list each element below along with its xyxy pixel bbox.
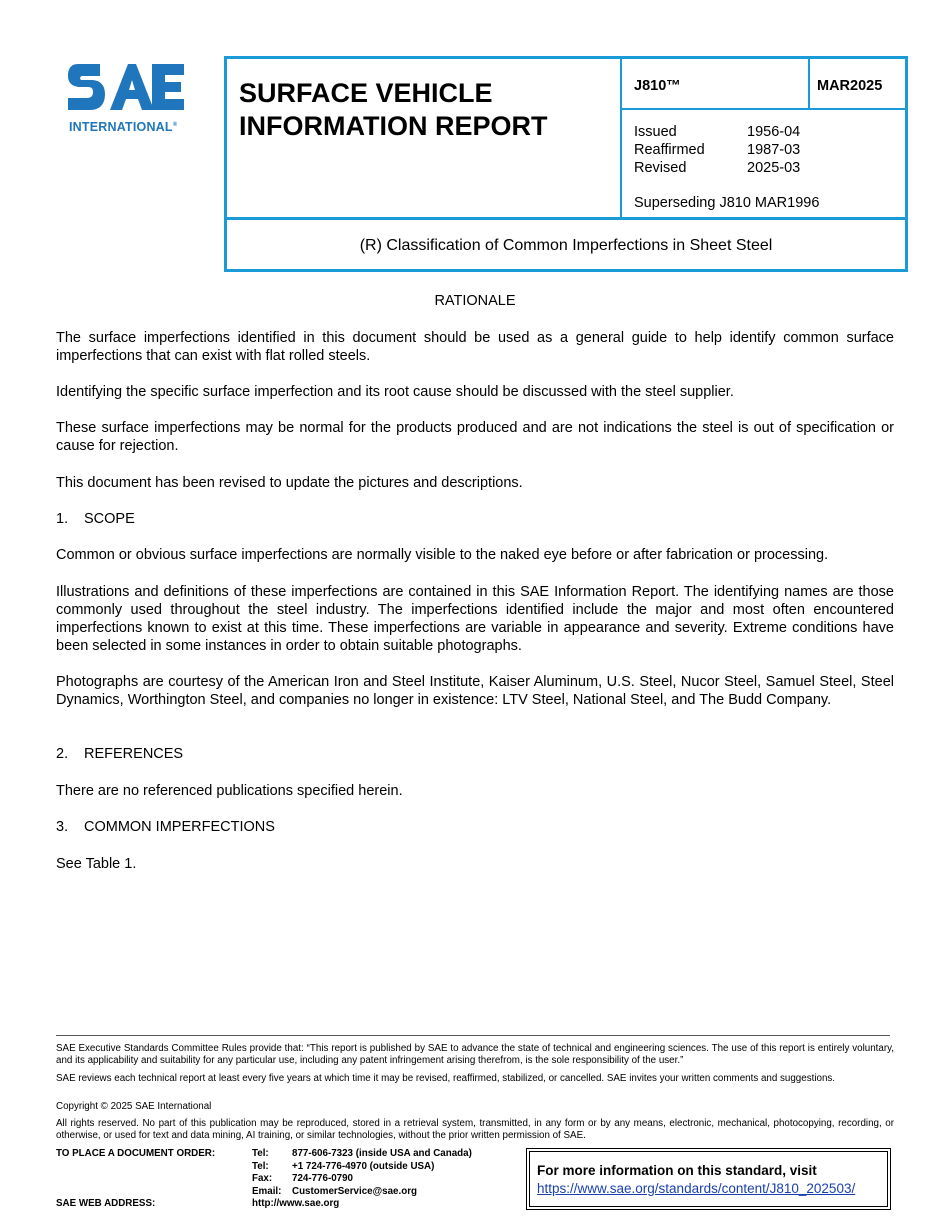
header-divider-vertical <box>620 59 622 219</box>
section-heading-scope: 1. SCOPE <box>56 511 135 527</box>
sae-logo <box>66 58 192 138</box>
section-heading-imperfections: 3. COMMON IMPERFECTIONS <box>56 819 275 835</box>
contact-values <box>292 1148 472 1198</box>
header-divider-title <box>227 217 905 220</box>
standard-link[interactable]: https://www.sae.org/standards/content/J810_202503/ <box>537 1181 856 1196</box>
footer-divider <box>56 1035 890 1036</box>
history-row-reaffirmed: Reaffirmed 1987-03 <box>634 142 801 158</box>
document-date: MAR2025 <box>817 78 883 94</box>
footer-rights-text: All rights reserved. No part of this publication may be reproduced, stored in a retrieval system, transmitted, in any form or by any means, electronic, mechanical, photocopying, recording, or otherwise, or used for text and data mining, AI training, or similar technologies, without the prior written permission of SAE. <box>56 1118 894 1141</box>
header-divider-number <box>621 108 905 110</box>
scope-paragraph-3: Photographs are courtesy of the American Iron and Steel Institute, Kaiser Aluminum, U.S. Steel, Nucor Steel, Samuel Steel, Steel Dynamics, Worthington Steel, and companies no longer in existence: LTV Steel, National Steel, and The Budd Company. <box>56 674 894 708</box>
scope-paragraph-1: Common or obvious surface imperfections are normally visible to the naked eye before or after fabrication or processing. <box>56 547 829 563</box>
history-row-revised: Revised 2025-03 <box>634 160 801 176</box>
web-address-link[interactable]: http://www.sae.org <box>252 1198 340 1209</box>
superseding-note: Superseding J810 MAR1996 <box>634 195 820 211</box>
rationale-paragraph-2: Identifying the specific surface imperfection and its root cause should be discussed with the steel supplier. <box>56 384 734 400</box>
rationale-paragraph-3: These surface imperfections may be normal for the products produced and are not indications the steel is out of specification or cause for rejection. <box>56 420 894 454</box>
header-divider-date <box>808 59 810 109</box>
header-box <box>224 56 908 272</box>
more-info-box <box>526 1148 891 1210</box>
fax-number: 724-776-0790 <box>292 1173 354 1184</box>
scope-paragraph-2: Illustrations and definitions of these imperfections are contained in this SAE Information Report. The identifying names are those commonly used throughout the steel industry. The imperfections identified include the major and most often encountered imperfections known to exist at this time. These imperfections are variable in appearance and severity. Extreme conditions have been selected in some instances in order to obtain suitable photographs. <box>56 584 894 654</box>
footer-review-text: SAE reviews each technical report at least every five years at which time it may be revised, reaffirmed, stabilized, or cancelled. SAE invites your written comments and suggestions. <box>56 1073 836 1084</box>
footer-copyright: Copyright © 2025 SAE International <box>56 1101 212 1112</box>
email-address[interactable]: CustomerService@sae.org <box>292 1185 417 1197</box>
footer-rules-text: SAE Executive Standards Committee Rules provide that: “This report is published by SAE to advance the state of technical and engineering sciences. The use of this report is entirely voluntary, and its applicability and suitability for any particular use, including any patent infringement arising therefrom, is the sole responsibility of the user.” <box>56 1043 894 1066</box>
tel-usa: 877-606-7323 (inside USA and Canada) <box>292 1148 472 1159</box>
tel-outside-usa: +1 724-776-4970 (outside USA) <box>292 1160 435 1172</box>
sae-logo-mark <box>66 58 186 118</box>
document-number: J810™ <box>634 78 681 94</box>
references-paragraph: There are no referenced publications specified herein. <box>56 783 403 799</box>
web-address-label: SAE WEB ADDRESS: <box>56 1198 156 1209</box>
report-type: SURFACE VEHICLE INFORMATION REPORT <box>239 78 548 141</box>
imperfections-paragraph: See Table 1. <box>56 856 137 872</box>
rationale-paragraph-1: The surface imperfections identified in this document should be used as a general guide to help identify common surface imperfections that can exist with flat rolled steels. <box>56 330 894 364</box>
document-history <box>634 123 800 177</box>
rationale-paragraph-4: This document has been revised to update the pictures and descriptions. <box>56 475 523 491</box>
logo-subtitle: INTERNATIONAL® <box>69 120 178 134</box>
contact-labels: Tel: Tel: Fax: Email: <box>252 1148 282 1197</box>
history-row-issued: Issued 1956-04 <box>634 124 801 140</box>
order-label: TO PLACE A DOCUMENT ORDER: <box>56 1148 216 1159</box>
more-info-title: For more information on this standard, visit <box>537 1163 817 1178</box>
section-heading-references: 2. REFERENCES <box>56 746 184 762</box>
document-title: (R) Classification of Common Imperfections in Sheet Steel <box>359 237 773 254</box>
rationale-heading: RATIONALE <box>434 293 516 309</box>
